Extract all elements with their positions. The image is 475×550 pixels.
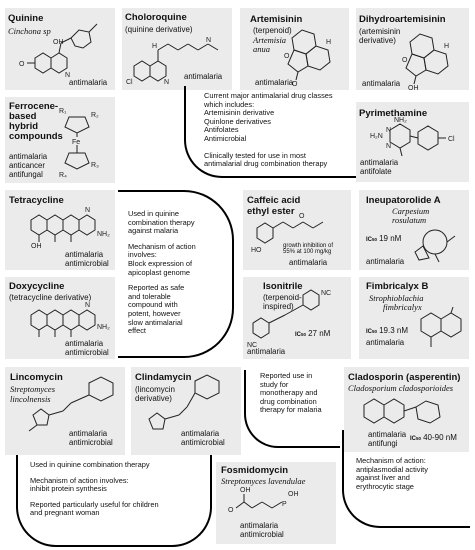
svg-text:OH: OH <box>288 491 299 498</box>
svg-text:N: N <box>85 207 91 214</box>
activity-label: antimalaria <box>366 257 405 266</box>
note-line: Used in quinine <box>128 209 179 218</box>
card-title: Doxycycline <box>9 281 65 292</box>
svg-text:Fe: Fe <box>72 139 81 146</box>
note-line: Reported as safe <box>128 283 185 293</box>
card-dihydroartemisinin <box>356 8 469 90</box>
note-line: therapy for malaria <box>260 405 322 415</box>
svg-text:R₄: R₄ <box>59 172 67 179</box>
card-title: Pyrimethamine <box>359 108 428 119</box>
svg-text:HO: HO <box>251 247 262 254</box>
card-subtitle: derivative) <box>135 394 172 403</box>
svg-text:P: P <box>282 501 287 508</box>
card-title: Dihydroartemisinin <box>359 14 446 25</box>
drug-class-item: Antifolates <box>204 125 239 135</box>
card-subtitle: (tetracycline derivative) <box>9 293 92 302</box>
lincomycin-note <box>30 461 210 525</box>
activity-label: antimicrobial <box>69 438 113 447</box>
ic50-value: IC50 40-90 nM <box>410 433 457 442</box>
note-line: compound with <box>128 300 178 310</box>
svg-text:O: O <box>292 81 298 88</box>
svg-text:NH₂: NH₂ <box>394 117 407 124</box>
svg-text:O: O <box>402 57 408 64</box>
svg-text:OH: OH <box>408 85 419 92</box>
activity-label: antimalaria <box>366 338 405 347</box>
ic50-value: IC50 27 nM <box>295 329 331 338</box>
activity-label: antifungal <box>9 170 43 179</box>
card-source: fimbricalyx <box>383 302 422 312</box>
card-source: Carpesium <box>392 206 430 216</box>
card-source: Streptomyces <box>10 384 56 394</box>
card-title: Choloroquine <box>125 12 187 23</box>
svg-text:O: O <box>284 53 290 60</box>
card-title: Cladosporin (asperentin) <box>348 372 461 383</box>
card-title: Caffeic acid <box>247 195 301 206</box>
card-subtitle: (terpenoid) <box>253 26 292 35</box>
card-isonitrile <box>243 277 351 359</box>
note-line: Reported particularly useful for children <box>30 499 159 509</box>
note-line: Clinically tested for use in most <box>204 150 306 160</box>
card-doxycycline <box>5 277 115 359</box>
svg-text:Cl: Cl <box>448 136 455 143</box>
card-title: Clindamycin <box>135 372 192 383</box>
activity-label: antimalaria <box>240 521 279 530</box>
monotherapy-note <box>260 372 342 415</box>
activity-label: antimalaria <box>65 339 104 348</box>
activity-label: anticancer <box>9 161 45 170</box>
note-line: antiplasmodial activity <box>356 464 428 474</box>
card-title: Ferrocene- <box>9 101 59 112</box>
note-line: Mechanism of action: <box>356 456 426 465</box>
card-source: Cladosporium cladosporioides <box>348 383 454 393</box>
card-pyrimethamine <box>356 102 469 182</box>
card-source: Cinchona sp <box>8 26 51 36</box>
activity-label: antimalaria <box>181 429 220 438</box>
card-fimbricalyx <box>359 277 469 359</box>
activity-label: antimalaria <box>360 158 399 167</box>
svg-text:NH₂: NH₂ <box>97 324 110 331</box>
card-subtitle: inspired) <box>263 302 294 311</box>
note-line: against liver and <box>356 473 410 483</box>
card-fosmidomycin <box>216 462 336 544</box>
card-title: compounds <box>9 131 63 142</box>
card-chloroquine <box>122 8 232 90</box>
potency-note: growth inhibition of <box>283 243 334 249</box>
activity-label: antimicrobial <box>181 438 225 447</box>
card-source: Streptomyces lavendulae <box>221 476 306 486</box>
card-source: Strophioblachia <box>369 293 424 303</box>
note-line: potent, however <box>128 308 181 318</box>
card-lincomycin <box>5 367 125 455</box>
card-subtitle: (lincomycin <box>135 385 176 394</box>
note-line: inhibit protein synthesis <box>30 484 107 494</box>
note-line: Used in quinine combination therapy <box>30 460 150 469</box>
note-line: involves: <box>128 250 157 260</box>
note-line: monotherapy and <box>260 388 318 398</box>
note-line: erythrocytic stage <box>356 481 414 491</box>
activity-label: antimicrobial <box>65 348 109 357</box>
svg-text:H: H <box>326 39 332 46</box>
card-title: Fosmidomycin <box>221 465 289 476</box>
note-line: slow antimalarial <box>128 317 183 327</box>
card-source: rosulatum <box>392 215 427 225</box>
drug-class-item: Quinlone derivatives <box>204 116 271 126</box>
card-artemisinin <box>240 8 349 90</box>
activity-label: antimalaria <box>184 72 223 81</box>
card-subtitle: (artemisinin <box>359 27 401 36</box>
card-quinine <box>5 8 115 90</box>
activity-label: antifolate <box>360 167 392 176</box>
dihydroartemisinin-structure <box>356 8 469 90</box>
svg-text:N: N <box>65 72 71 79</box>
drug-classes-note <box>204 92 364 169</box>
note-line: study for <box>260 379 289 389</box>
card-clindamycin <box>131 367 241 455</box>
cladosporin-note <box>356 457 468 491</box>
svg-text:R₁: R₁ <box>59 108 67 115</box>
svg-text:OH: OH <box>53 39 64 46</box>
note-line: combination therapy <box>128 217 195 227</box>
activity-label: antimalaria <box>368 430 407 439</box>
note-line: Current major antimalarial drug classes <box>204 91 333 100</box>
svg-text:H₂N: H₂N <box>370 133 383 140</box>
card-subtitle: derivative) <box>359 36 396 45</box>
activity-label: antimicrobial <box>240 530 284 539</box>
svg-text:Cl: Cl <box>126 79 133 86</box>
svg-text:OH: OH <box>31 243 42 250</box>
activity-label: antimalaria <box>255 78 294 87</box>
note-line: Mechanism of action <box>128 241 196 251</box>
card-ferrocene <box>5 97 115 183</box>
card-title: Isonitrile <box>263 281 303 292</box>
card-subtitle: (quinine derivative) <box>125 25 193 34</box>
drug-class-item: Artemisinin derivative <box>204 108 275 118</box>
activity-label: antimalaria <box>69 78 108 87</box>
svg-text:R₃: R₃ <box>91 162 99 169</box>
card-caffeic-acid <box>243 190 351 270</box>
card-title: Quinine <box>8 13 44 24</box>
note-line: effect <box>128 326 146 336</box>
svg-text:N: N <box>386 127 392 134</box>
note-line: Mechanism of action involves: <box>30 475 129 485</box>
card-title: Fimbricalyx B <box>366 281 429 292</box>
svg-text:N: N <box>164 79 170 86</box>
drug-class-item: Antimicrobial <box>204 133 247 143</box>
activity-label: antimalaria <box>65 250 104 259</box>
svg-text:H: H <box>152 43 158 50</box>
card-source: Artemisia <box>253 35 287 45</box>
card-source: lincolnensis <box>10 394 51 404</box>
card-ineupatorolide <box>359 190 469 270</box>
svg-text:H: H <box>444 43 450 50</box>
note-line: and tolerable <box>128 291 171 301</box>
potency-note: 55% at 100 mg/kg <box>283 249 332 255</box>
note-line: Block expression of <box>128 258 193 268</box>
svg-text:NC: NC <box>321 290 332 297</box>
card-tetracycline <box>5 190 115 270</box>
svg-text:O: O <box>228 507 234 514</box>
card-title: Lincomycin <box>10 372 63 383</box>
note-line: and pregnant woman <box>30 508 100 518</box>
svg-text:NH₂: NH₂ <box>97 231 110 238</box>
tetracycline-note <box>128 210 228 343</box>
svg-text:NC: NC <box>247 342 258 349</box>
note-line: apicoplast genome <box>128 267 191 277</box>
card-title: Ineupatorolide A <box>366 195 441 206</box>
activity-label: antimicrobial <box>65 259 109 268</box>
note-line: Reported use in <box>260 371 313 380</box>
card-title: based <box>9 111 37 122</box>
activity-label: antimalaria <box>69 429 108 438</box>
note-line: antimalarial drug combination therapy <box>204 159 328 169</box>
note-line: which includes: <box>204 99 255 109</box>
activity-label: antimalaria <box>247 347 286 356</box>
note-line: drug combination <box>260 396 317 406</box>
activity-label: antimalaria <box>9 152 48 161</box>
activity-label: antimalaria <box>362 79 401 88</box>
svg-text:O: O <box>299 213 305 220</box>
card-source: anua <box>253 44 270 54</box>
svg-text:R₂: R₂ <box>91 112 99 119</box>
card-subtitle: (terpenoid- <box>263 293 302 302</box>
svg-text:N: N <box>386 143 392 150</box>
svg-text:O: O <box>19 61 25 68</box>
svg-text:N: N <box>85 302 91 309</box>
card-title: hybrid <box>9 121 39 132</box>
svg-text:OH: OH <box>240 487 251 494</box>
card-title: ethyl ester <box>247 206 295 217</box>
svg-text:N: N <box>206 37 212 44</box>
activity-label: antimalaria <box>289 258 328 267</box>
ic50-value: IC50 19.3 nM <box>366 326 409 335</box>
card-title: Tetracycline <box>9 195 64 206</box>
card-title: Artemisinin <box>250 14 303 25</box>
activity-label: antifungi <box>368 439 398 448</box>
ic50-value: IC50 19 nM <box>366 234 402 243</box>
note-line: against malaria <box>128 226 179 236</box>
